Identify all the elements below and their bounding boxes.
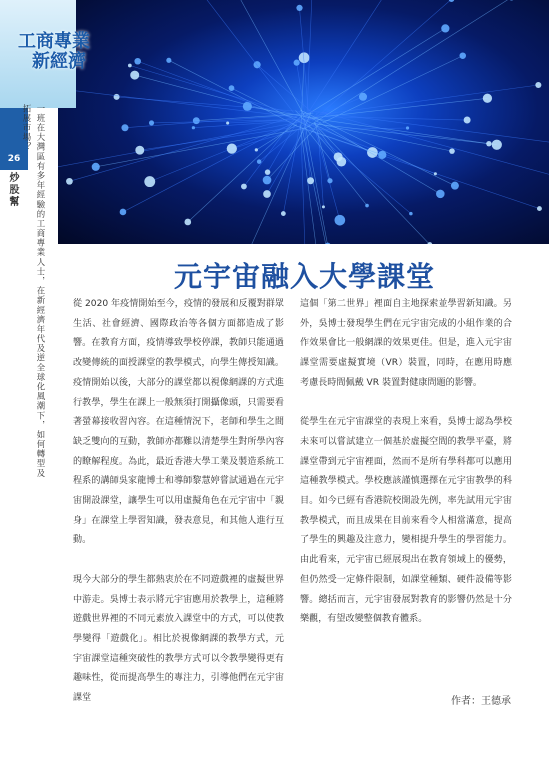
- fiber-light-dot: [263, 176, 272, 185]
- article-column-right: [300, 295, 512, 650]
- paragraph: 現今大部分的學生都熱衷於在不同遊戲裡的虛擬世界中游走。吳博士表示將元宇宙應用於教學上，這種將遊戲世界裡的不同元素放入課堂中的方式，可以使教學變得「遊戲化」。相比於視像網課的教學方式，元宇宙課堂這種突破性的教學方式可以令教學變得更有趣味性，從而提高學生的專注力，引導他們在元宇宙課堂: [73, 574, 284, 704]
- fiber-strand: [314, 123, 430, 244]
- fiber-strand: [130, 66, 297, 116]
- fiber-light-dot: [149, 120, 154, 125]
- fiber-light-dot: [335, 215, 346, 226]
- fiber-light-dot: [327, 178, 332, 183]
- article-column-left: [73, 295, 284, 728]
- fiber-light-dot: [537, 206, 542, 211]
- brand-line-1: 工商專業: [18, 31, 90, 52]
- fiber-light-dot: [130, 71, 139, 80]
- fiber-light-dot: [281, 211, 286, 216]
- fiber-strand: [322, 112, 549, 177]
- fiber-light-dot: [166, 58, 171, 63]
- fiber-strand: [300, 128, 539, 209]
- fiber-strand: [305, 28, 445, 115]
- fiber-light-dot: [184, 219, 191, 226]
- paragraph: 這個「第二世界」裡面自主地探索並學習新知識。另外，吳博士發現學生們在元宇宙完成的小組作業的合作效果會比一般網課的效果更佳。但是，進入元宇宙課堂需要虛擬實境（VR）裝置，同時，在應用時應考慮長時間佩戴 VR 裝置對健康問題的影響。: [300, 299, 512, 388]
- fiber-light-dot: [436, 190, 445, 199]
- fiber-light-dot: [378, 151, 386, 159]
- fiber-light-dot: [241, 184, 247, 190]
- fiber-light-dot: [441, 24, 449, 32]
- fiber-light-dot: [120, 209, 127, 216]
- fiber-strand: [123, 113, 313, 212]
- fiber-strand: [315, 122, 330, 181]
- fiber-strand: [96, 129, 303, 167]
- fiber-light-dot: [409, 212, 413, 216]
- fiber-strand: [300, 124, 324, 244]
- fiber-strand: [304, 0, 511, 129]
- column-author: 炒股幫: [7, 172, 18, 208]
- fiber-light-dot: [128, 64, 132, 68]
- fiber-light-dot: [464, 117, 471, 124]
- byline: 作者：王德承: [451, 696, 511, 707]
- fiber-light-dot: [483, 94, 492, 103]
- fiber-light-dot: [492, 140, 502, 150]
- fiber-strand: [309, 0, 385, 111]
- fiber-light-dot: [365, 204, 369, 208]
- fiber-light-dot: [227, 144, 237, 154]
- fiber-strand: [138, 61, 304, 122]
- fiber-light-dot: [294, 60, 300, 66]
- paragraph: 從學生在元宇宙課堂的表現上來看，吳博士認為學校未來可以嘗試建立一個基於虛擬空間的教學平臺，將課堂帶到元宇宙裡面，然而不是所有學科都可以應用這種教學模式。學校應該謹慎選擇在元宇宙教學的科目。如今已經有香港院校開設先例，率先試用元宇宙教學模式，而且成果在目前來看令人相當滿意，提高了學生的興趣及注意力，變相提升學生的學習能力。由此看來，元宇宙已經展現出在教育領域上的優勢，但仍然受一定條件限制，如課堂種類、硬件設備等影響。總括而言，元宇宙發展對教育的影響仍然是十分樂觀，有望改變整個教育體系。: [300, 417, 512, 625]
- article-title: 元宇宙融入大學課堂: [173, 260, 435, 293]
- fiber-strand: [323, 56, 463, 123]
- fiber-light-dot: [229, 85, 235, 91]
- fiber-light-dot: [257, 159, 261, 163]
- fiber-light-dot: [263, 190, 271, 198]
- fiber-light-dot: [359, 93, 367, 101]
- fiber-strand: [308, 111, 549, 146]
- fiber-light-dot: [134, 58, 141, 65]
- fiber-light-dot: [265, 169, 270, 174]
- fiber-light-dot: [486, 141, 491, 146]
- page-number: 26: [0, 148, 28, 170]
- fiber-light-dot: [135, 146, 144, 155]
- fiber-strand: [312, 0, 451, 121]
- fiber-light-dot: [193, 117, 200, 124]
- fiber-light-dot: [451, 182, 459, 190]
- fiber-strand: [302, 97, 363, 123]
- fiber-light-dot: [226, 122, 229, 125]
- fiber-light-dot: [449, 0, 455, 2]
- fiber-light-dot: [449, 148, 455, 154]
- brand-line-2: 新經濟: [32, 51, 86, 72]
- hero-image-fiber-optics: [58, 0, 549, 244]
- fiber-strand: [315, 116, 467, 120]
- fiber-light-dot: [406, 126, 409, 129]
- side-quote: 一班在大灣區有多年經驗的工商專業人士，在新經濟年代及逆全球化風潮下，如何轉型及拓展市場？: [22, 104, 46, 479]
- fiber-light-dot: [322, 205, 325, 208]
- fiber-strand: [169, 60, 297, 126]
- fiber-light-dot: [121, 124, 128, 131]
- fiber-light-dot: [192, 126, 195, 129]
- fiber-optic-lights: [58, 0, 549, 244]
- fiber-light-dot: [459, 52, 466, 59]
- fiber-light-dot: [92, 163, 100, 171]
- fiber-light-dot: [255, 148, 258, 151]
- fiber-light-dot: [334, 152, 343, 161]
- fiber-strand: [256, 125, 296, 150]
- fiber-light-dot: [144, 176, 155, 187]
- brand-title: [18, 32, 98, 72]
- paragraph: 從 2020 年疫情開始至今，疫情的發展和反覆對群眾生活、社會經濟、國際政治等各個方面都造成了影響。在教育方面，疫情導致學校停課，教師只能通過改變傳統的面授課堂的教學模式，向學生傳授知識。疫情開始以後，大部分的課堂都以視像網課的方式進行教學，學生在課上一般無須打開攝像頭，只需要看著螢幕接收習內容。在這種情況下，老師和學生之間缺乏雙向的互動，教師亦都難以清楚學生對所學內容的瞭解程度。為此，最近香港大學工業及製造系統工程系的講師吳家龍博士和導師黎慧婷嘗試通過在元宇宙開設課堂，讓學生可以用虛擬角色在元宇宙中「親身」在課堂上學習知識，發表意見，和其他人進行互動。: [73, 299, 284, 546]
- fiber-light-dot: [296, 5, 302, 11]
- fiber-strand: [321, 85, 538, 115]
- fiber-strand: [300, 110, 455, 186]
- fiber-light-dot: [66, 178, 73, 185]
- fiber-light-dot: [434, 172, 437, 175]
- fiber-light-dot: [535, 82, 541, 88]
- fiber-light-dot: [114, 94, 120, 100]
